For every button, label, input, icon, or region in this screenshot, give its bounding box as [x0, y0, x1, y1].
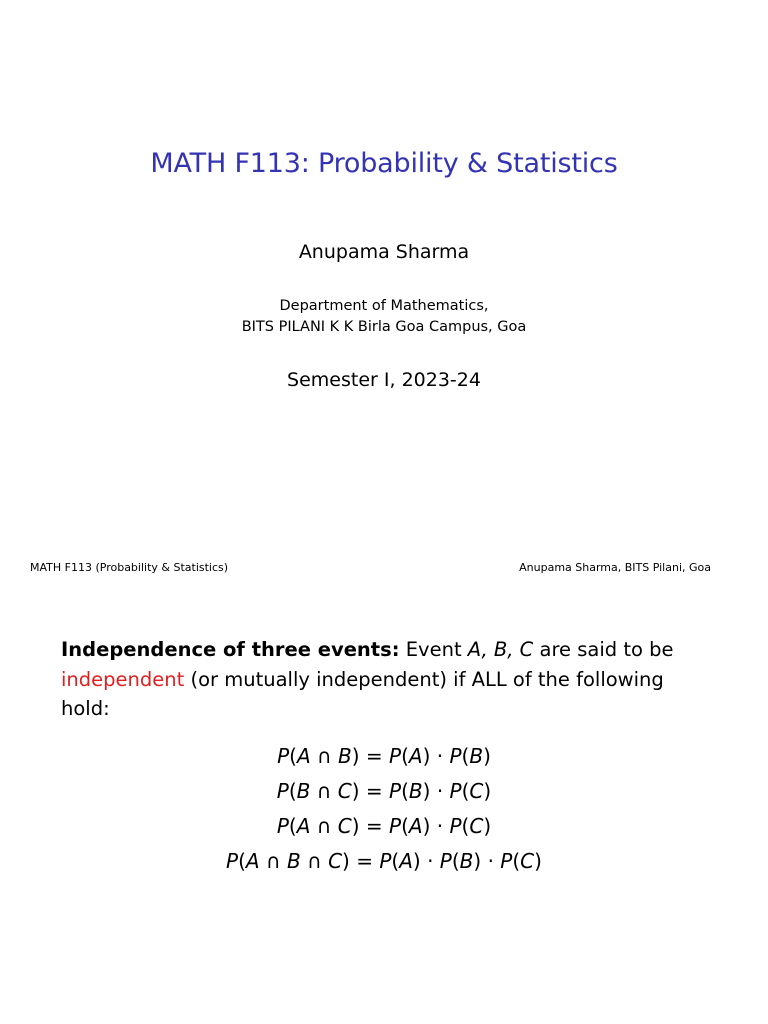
- equations-block: [0, 739, 768, 879]
- text-after-events: are said to be: [533, 638, 674, 661]
- department: [0, 296, 768, 338]
- semester: Semester I, 2023-24: [287, 369, 481, 391]
- content-slide: [0, 585, 768, 1024]
- independent-highlight: independent: [61, 667, 185, 691]
- equation-bc: P(B ∩ C) = P(B) · P(C): [276, 779, 492, 803]
- footer-author: Anupama Sharma, BITS Pilani, Goa: [519, 561, 711, 574]
- author-name: Anupama Sharma: [298, 241, 470, 263]
- definition-paragraph: [61, 635, 701, 724]
- department-line-2: BITS PILANI K K Birla Goa Campus, Goa: [241, 319, 527, 335]
- equation-ac: P(A ∩ C) = P(A) · P(C): [276, 814, 492, 838]
- department-line-1: Department of Mathematics,: [279, 298, 489, 314]
- equation-ab: P(A ∩ B) = P(A) · P(B): [277, 744, 491, 768]
- text-before-events: Event: [405, 638, 468, 661]
- definition-heading: Independence of three events:: [61, 638, 400, 661]
- equation-abc: P(A ∩ B ∩ C) = P(A) · P(B) · P(C): [226, 849, 542, 873]
- footer-course: MATH F113 (Probability & Statistics): [30, 561, 229, 574]
- text-after-highlight: (or mutually independent) if ALL of the following hold:: [61, 667, 664, 720]
- events-symbols: A, B, C: [467, 638, 534, 661]
- course-title: MATH F113: Probability & Statistics: [150, 148, 618, 179]
